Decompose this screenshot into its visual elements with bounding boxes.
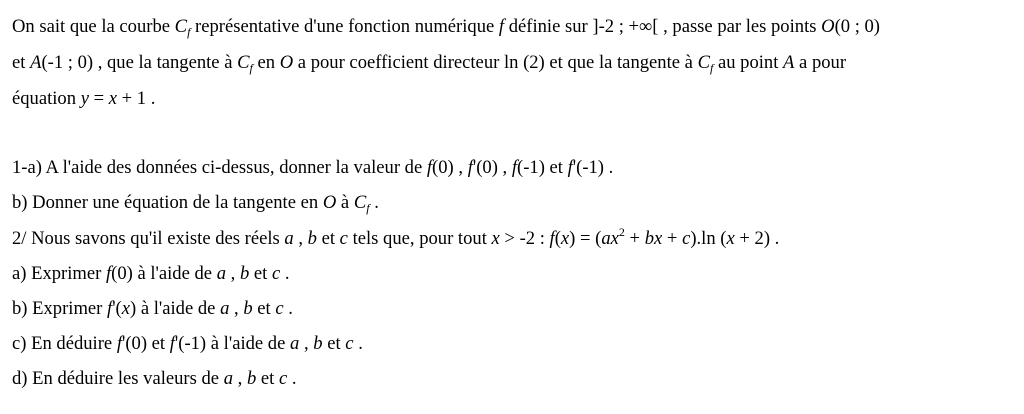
curve-symbol: $C_f$ — [237, 52, 253, 75]
question-2c: c) En déduire f'(0) et f'(-1) à l'aide de a , b et c . — [12, 333, 363, 354]
curve-symbol: $C_f$ — [697, 52, 714, 75]
intro-line-3: équation y = x + 1 . — [12, 88, 156, 109]
question-2b: b) Exprimer f'(x) à l'aide de a , b et c . — [12, 298, 293, 319]
question-2a: a) Exprimer f(0) à l'aide de a , b et c . — [12, 263, 290, 284]
question-2d: d) En déduire les valeurs de a , b et c . — [12, 368, 297, 389]
curve-symbol: $C_f$ — [353, 192, 370, 215]
question-1a: 1-a) A l'aide des données ci-dessus, donner la valeur de f(0) , f'(0) , f(-1) et f'(-1) . — [12, 157, 614, 178]
intro-line-2: et A(-1 ; 0) , que la tangente à $C_f$ en O a pour coefficient directeur ln (2) et que la tangente à $C_f$ au point A a pour — [12, 52, 847, 75]
question-2: 2/ Nous savons qu'il existe des réels a , b et c tels que, pour tout x > -2 : $f(x) = (ax^2$ + bx + c).ln (x + 2) . — [12, 225, 780, 249]
question-1b: b) Donner une équation de la tangente en O à $C_f$ . — [12, 192, 379, 215]
intro-line-1: On sait que la courbe $C_f$ représentative d'une fonction numérique f définie sur ]-2 ; +∞[ , passe par les points O(0 ; 0) — [12, 16, 881, 39]
curve-symbol: $C_f$ — [174, 16, 191, 39]
